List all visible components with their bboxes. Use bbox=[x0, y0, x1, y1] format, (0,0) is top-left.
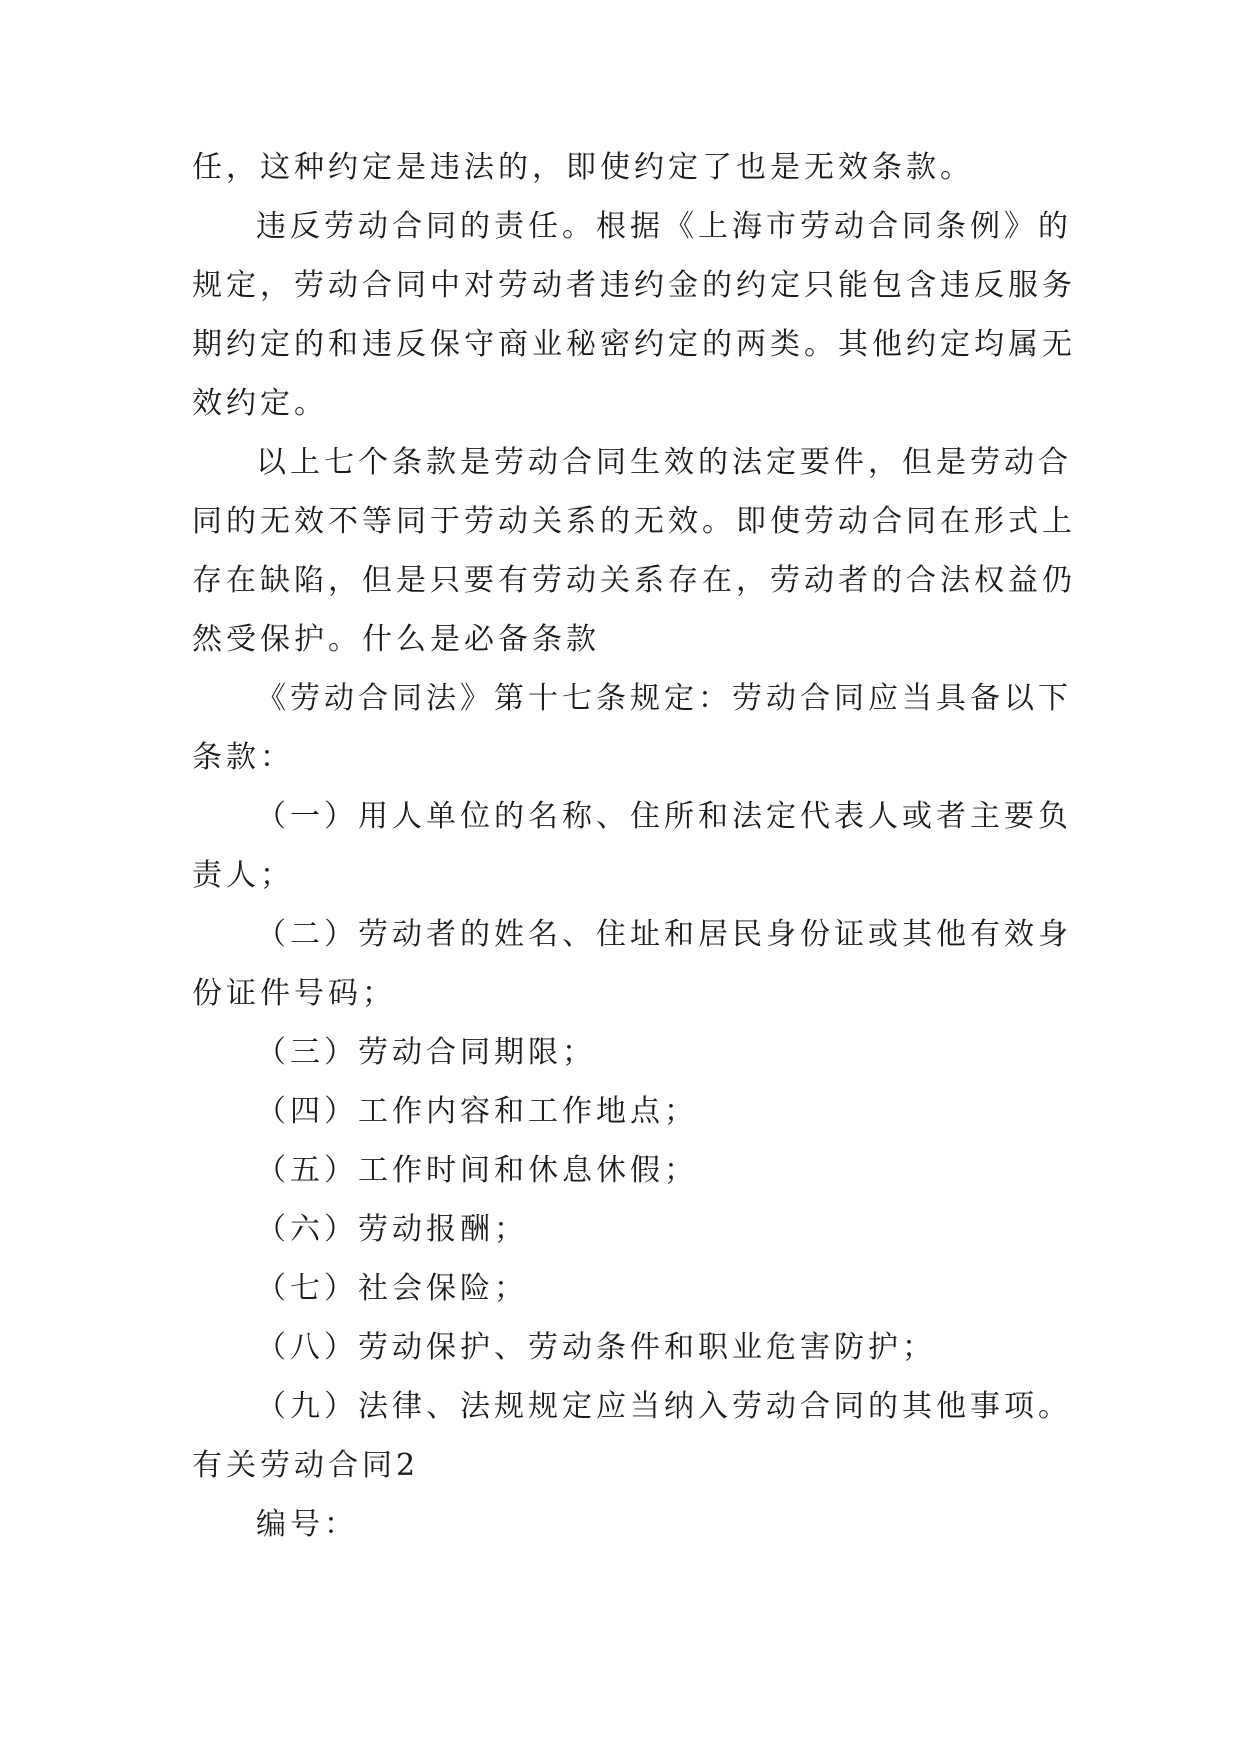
text-line-13: 责人； bbox=[192, 858, 294, 893]
text-line-2: 违反劳动合同的责任。根据《上海市劳动合同条例》的 bbox=[256, 209, 1072, 244]
text-line-14: （二）劳动者的姓名、住址和居民身份证或其他有效身 bbox=[256, 917, 1072, 952]
text-line-8: 存在缺陷，但是只要有劳动关系存在，劳动者的合法权益仍 bbox=[192, 563, 1076, 598]
text-line-18: （五）工作时间和休息休假； bbox=[256, 1153, 698, 1188]
text-line-10: 《劳动合同法》第十七条规定：劳动合同应当具备以下 bbox=[256, 681, 1072, 716]
text-line-4: 期约定的和违反保守商业秘密约定的两类。其他约定均属无 bbox=[192, 327, 1076, 362]
text-line-5: 效约定。 bbox=[192, 386, 328, 421]
text-line-19: （六）劳动报酬； bbox=[256, 1212, 528, 1247]
text-line-7: 同的无效不等同于劳动关系的无效。即使劳动合同在形式上 bbox=[192, 504, 1076, 539]
text-line-15: 份证件号码； bbox=[192, 976, 396, 1011]
text-line-12: （一）用人单位的名称、住所和法定代表人或者主要负 bbox=[256, 799, 1072, 834]
text-line-20: （七）社会保险； bbox=[256, 1271, 528, 1306]
text-line-21: （八）劳动保护、劳动条件和职业危害防护； bbox=[256, 1330, 936, 1365]
text-line-6: 以上七个条款是劳动合同生效的法定要件，但是劳动合 bbox=[256, 445, 1072, 480]
text-line-16: （三）劳动合同期限； bbox=[256, 1035, 596, 1070]
text-line-23: 有关劳动合同2 bbox=[192, 1448, 420, 1483]
text-line-3: 规定，劳动合同中对劳动者违约金的约定只能包含违反服务 bbox=[192, 268, 1076, 303]
text-line-22: （九）法律、法规规定应当纳入劳动合同的其他事项。 bbox=[256, 1389, 1072, 1424]
text-line-1: 任，这种约定是违法的，即使约定了也是无效条款。 bbox=[192, 150, 974, 185]
text-line-9: 然受保护。什么是必备条款 bbox=[192, 622, 600, 657]
text-line-17: （四）工作内容和工作地点； bbox=[256, 1094, 698, 1129]
text-line-24: 编号： bbox=[256, 1507, 358, 1542]
text-line-11: 条款： bbox=[192, 740, 294, 775]
